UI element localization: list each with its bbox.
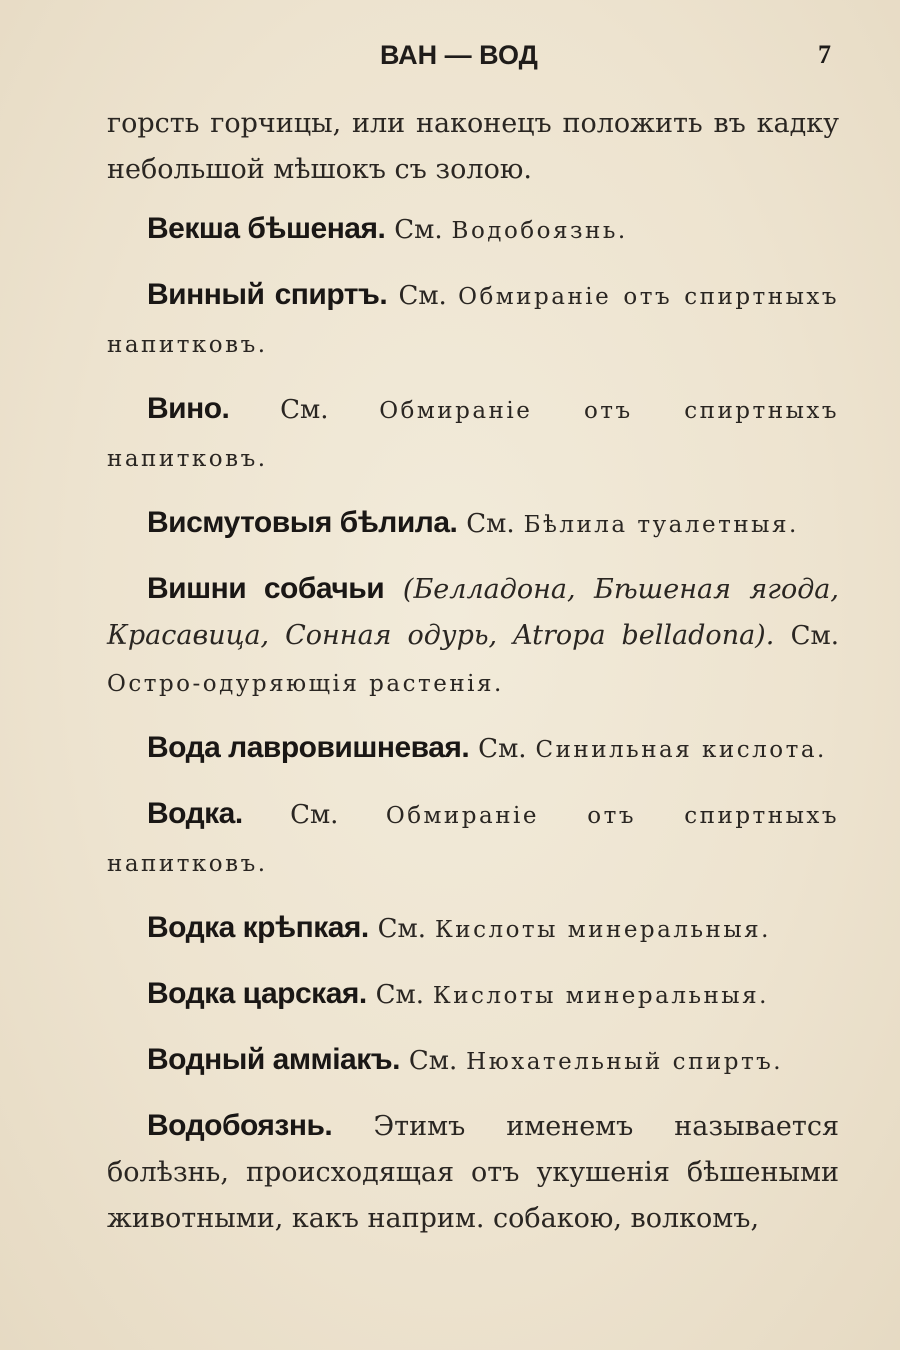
entry-term: Водобоязнь. <box>147 1109 333 1142</box>
cross-reference: Обмиранiе отъ спиртныхъ напитковъ. <box>107 398 839 472</box>
see-label: См. <box>790 621 839 651</box>
running-head: ВАН — ВОД <box>380 40 538 70</box>
cross-reference: Кислоты минеральныя. <box>434 917 771 943</box>
entry-term: Водка царская. <box>147 977 367 1010</box>
dictionary-entry <box>107 272 839 368</box>
entry-term: Вишни собачьи <box>147 572 385 605</box>
dictionary-entry <box>107 725 839 773</box>
entry-term: Висмутовыя бѣлила. <box>147 506 458 539</box>
cross-reference: Синильная кислота. <box>535 737 827 763</box>
see-label: См. <box>466 509 515 539</box>
entry-term: Вино. <box>147 392 230 425</box>
entry-term: Векша бѣшеная. <box>147 212 386 245</box>
dictionary-entry <box>107 1103 839 1241</box>
see-label: См. <box>398 281 447 311</box>
see-label: См. <box>377 914 427 944</box>
page-number: 7 <box>818 40 831 69</box>
dictionary-entry <box>107 791 839 887</box>
page-header <box>0 40 900 80</box>
cross-reference: Обмиранiе отъ спиртныхъ напитковъ. <box>107 284 840 358</box>
entry-term: Винный спиртъ. <box>147 278 388 311</box>
paragraph-text: горсть горчицы, или наконецъ положить въ кадку небольшой мѣшокъ съ золою. <box>107 108 839 185</box>
entry-term: Вода лавровишневая. <box>147 731 470 764</box>
see-label: См. <box>394 215 443 245</box>
dictionary-entry <box>107 500 839 548</box>
entry-term: Водка крѣпкая. <box>147 911 369 944</box>
cross-reference: Водобоязнь. <box>451 218 628 244</box>
entry-definition: Этимъ именемъ называется болѣзнь, происходящая отъ укушенiя бѣшеными животными, какъ наприм. собакою, волкомъ, <box>107 1111 839 1234</box>
see-label: См. <box>290 800 339 830</box>
cross-reference: Бѣлила туалетныя. <box>523 512 799 538</box>
cross-reference: Нюхательный спиртъ. <box>466 1049 784 1075</box>
cross-reference: Кислоты минеральныя. <box>432 983 769 1009</box>
entry-term: Водный амміакъ. <box>147 1043 400 1076</box>
see-label: См. <box>375 980 425 1010</box>
cross-reference: Остро-одуряющiя растенiя. <box>107 671 504 697</box>
page-body <box>107 100 839 1259</box>
entry-term: Водка. <box>147 797 243 830</box>
cross-reference: Обмиранiе отъ спиртныхъ напитковъ. <box>107 803 840 877</box>
entry-synonyms: (Белладона, Бѣшеная ягода, Красавица, Сонная одурь, Atropa belladona). <box>107 574 839 651</box>
dictionary-entry <box>107 566 839 707</box>
dictionary-entry <box>107 971 839 1019</box>
dictionary-entry <box>107 206 839 254</box>
dictionary-entry <box>107 1037 839 1085</box>
see-label: См. <box>408 1046 458 1076</box>
dictionary-entry <box>107 386 839 482</box>
see-label: См. <box>478 734 527 764</box>
continued-paragraph <box>107 100 839 192</box>
see-label: См. <box>280 395 329 425</box>
dictionary-entry <box>107 905 839 953</box>
